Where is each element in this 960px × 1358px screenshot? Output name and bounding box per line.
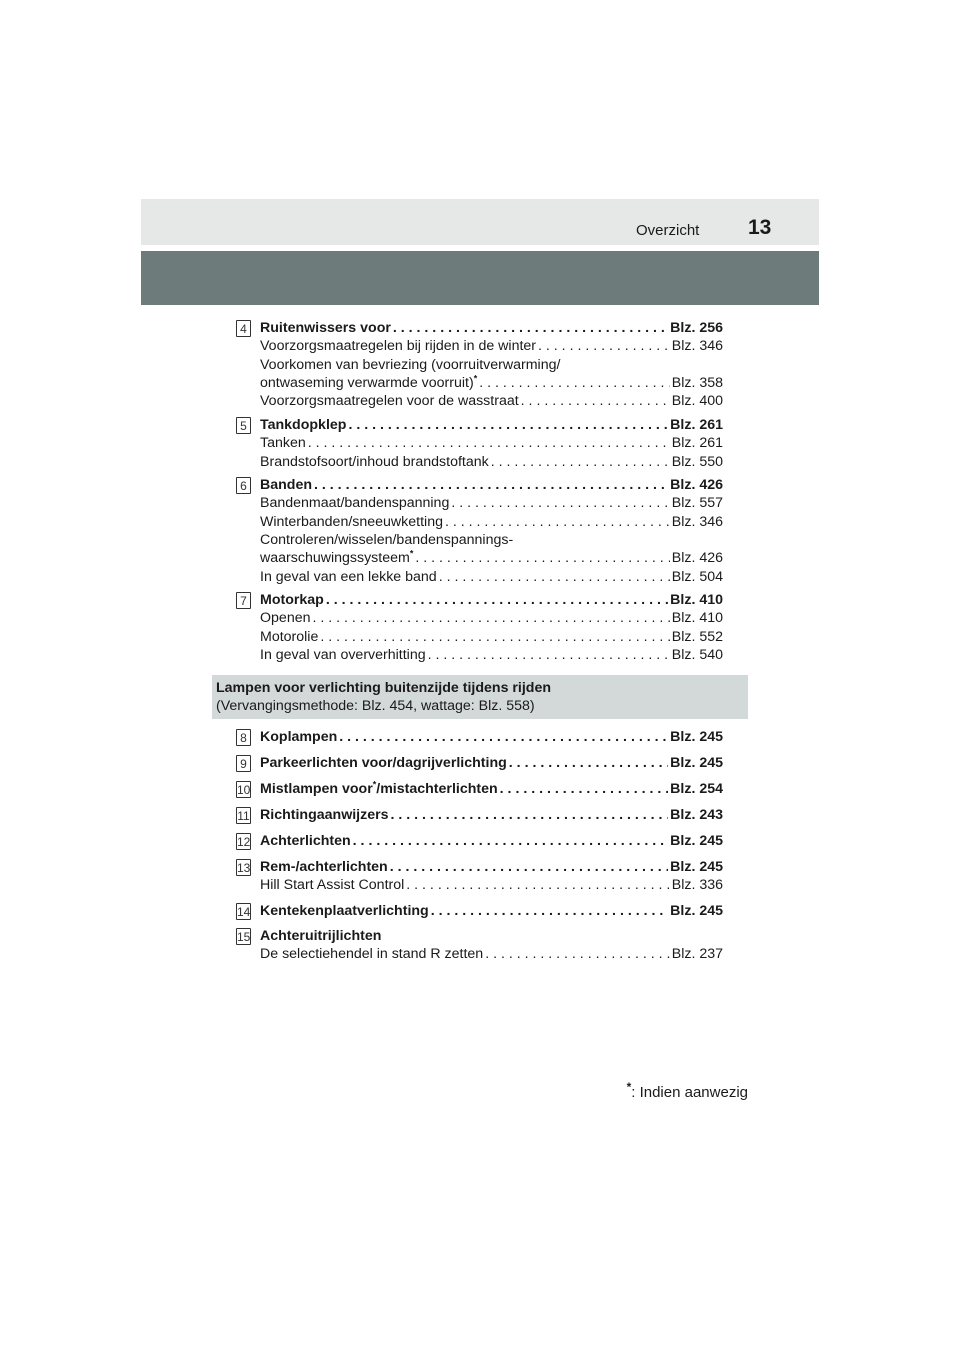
entry-heading <box>260 754 723 773</box>
footnote-asterisk: * <box>372 779 377 790</box>
entry-subline <box>260 876 723 895</box>
item-marker-5: 5 <box>236 417 251 434</box>
page-reference: Blz. 400 <box>671 393 723 410</box>
entry-label-text: Openen <box>260 610 311 627</box>
dot-leader <box>451 494 669 513</box>
page-reference: Blz. 243 <box>670 807 723 823</box>
entry-subline <box>260 337 723 356</box>
entry-label <box>260 591 324 610</box>
item-marker-10: 10 <box>237 783 251 797</box>
entry-label <box>260 434 306 453</box>
entry-label <box>260 356 560 375</box>
dot-leader <box>308 434 670 453</box>
entry-label-text: Voorzorgsmaatregelen voor de wasstraat <box>260 393 519 410</box>
page-reference: Blz. 237 <box>671 946 723 963</box>
page-reference: Blz. 410 <box>671 610 723 627</box>
entry-label-text: Koplampen <box>260 729 338 745</box>
entry-label <box>260 780 498 799</box>
entry-heading <box>260 858 723 877</box>
entry-label-text: Winterbanden/sneeuwketting <box>260 513 443 530</box>
entry-label <box>260 945 483 964</box>
dot-leader <box>479 374 670 393</box>
dot-leader <box>431 902 668 921</box>
entry-heading <box>260 416 723 435</box>
entry-label <box>260 319 391 338</box>
entry-label-text: Voorkomen van bevriezing (voorruitverwarming/ <box>260 356 561 373</box>
page-reference: Blz. 552 <box>671 628 723 645</box>
dot-leader <box>485 945 670 964</box>
entry-label-text: De selectiehendel in stand R zetten <box>260 946 484 963</box>
entry-label <box>260 646 426 665</box>
entry-label <box>260 858 388 877</box>
entry-subline <box>260 646 723 665</box>
dot-leader <box>314 476 668 495</box>
dot-leader <box>538 337 670 356</box>
entry-heading <box>260 832 723 851</box>
entry-label <box>260 628 318 647</box>
entry-heading <box>260 728 723 747</box>
footnote <box>627 1080 748 1101</box>
page-reference: Blz. 410 <box>670 592 723 608</box>
entry-subline <box>260 434 723 453</box>
page-reference: Blz. 256 <box>670 320 723 336</box>
entry-subline <box>260 356 723 375</box>
section-subheading: (Vervangingsmethode: Blz. 454, wattage: Blz. 558) <box>216 698 535 714</box>
section-heading: Lampen voor verlichting buitenzijde tijdens rijden <box>216 680 552 696</box>
page-reference: Blz. 245 <box>670 729 723 745</box>
page-reference: Blz. 245 <box>670 833 723 849</box>
entry-label-text: Bandenmaat/bandenspanning <box>260 495 450 512</box>
entry-heading <box>260 902 723 921</box>
entry-label <box>260 337 536 356</box>
footnote-symbol: * <box>626 1080 632 1094</box>
entry-subline <box>260 568 723 587</box>
entry-label <box>260 549 413 568</box>
item-marker-7: 7 <box>236 592 251 609</box>
page-reference: Blz. 550 <box>671 453 723 470</box>
dot-leader <box>500 780 668 799</box>
entry-label-text: Brandstofsoort/inhoud brandstoftank <box>260 453 489 470</box>
entry-heading <box>260 591 723 610</box>
entry-heading <box>260 780 723 799</box>
page-reference: Blz. 336 <box>671 877 723 894</box>
entry-heading <box>260 806 723 825</box>
entry-label-text: Voorzorgsmaatregelen bij rijden in de winter <box>260 338 537 355</box>
page-reference: Blz. 540 <box>671 646 723 663</box>
page-reference: Blz. 261 <box>670 417 723 433</box>
entry-subline <box>260 628 723 647</box>
entry-label <box>260 416 346 435</box>
page-reference: Blz. 254 <box>670 781 723 797</box>
dot-leader <box>348 416 668 435</box>
entry-label <box>260 494 449 513</box>
entry-label-text: Hill Start Assist Control <box>260 877 405 894</box>
entry-label <box>260 531 513 550</box>
item-marker-8: 8 <box>236 729 251 746</box>
entry-label <box>260 374 477 393</box>
page-number: 13 <box>748 216 772 239</box>
entry-label-text: Achteruitrijlichten <box>260 928 382 944</box>
entry-label <box>260 728 337 747</box>
page-reference: Blz. 245 <box>670 755 723 771</box>
dot-leader <box>313 609 670 628</box>
entry-label <box>260 609 311 628</box>
entry-subline <box>260 374 723 393</box>
section-title: Overzicht <box>636 222 700 239</box>
header-band <box>141 251 819 305</box>
entry-subline <box>260 945 723 964</box>
entry-subline <box>260 531 723 550</box>
page-reference: Blz. 261 <box>671 435 723 452</box>
dot-leader <box>391 806 669 825</box>
dot-leader <box>339 728 668 747</box>
dot-leader <box>393 319 668 338</box>
dot-leader <box>406 876 669 895</box>
entry-label <box>260 476 312 495</box>
entry-label-text: Parkeerlichten voor/dagrijverlichting <box>260 755 507 771</box>
entry-subline <box>260 609 723 628</box>
item-marker-12: 12 <box>237 835 251 849</box>
dot-leader <box>353 832 668 851</box>
dot-leader <box>428 646 670 665</box>
entry-label <box>260 513 443 532</box>
entry-label <box>260 806 389 825</box>
page-reference: Blz. 245 <box>670 903 723 919</box>
entry-label-text: Motorolie <box>260 628 319 645</box>
entry-heading <box>260 319 723 338</box>
page-reference: Blz. 358 <box>671 374 723 391</box>
page-reference: Blz. 346 <box>671 338 723 355</box>
entry-label-text: Tanken <box>260 435 306 452</box>
dot-leader <box>445 513 670 532</box>
entry-subline <box>260 494 723 513</box>
item-marker-11: 11 <box>237 809 250 823</box>
page-reference: Blz. 245 <box>670 859 723 875</box>
entry-label-text: Ruitenwissers voor <box>260 320 391 336</box>
footnote-asterisk: * <box>473 373 478 384</box>
entry-label-text: Tankdopklep <box>260 417 347 433</box>
entry-subline <box>260 549 723 568</box>
entry-label-text: In geval van een lekke band <box>260 568 437 585</box>
entry-label <box>260 876 404 895</box>
page-reference: Blz. 557 <box>671 495 723 512</box>
entry-label <box>260 453 489 472</box>
page-reference: Blz. 426 <box>671 550 723 567</box>
entry-label <box>260 927 381 946</box>
entry-label <box>260 832 351 851</box>
entry-heading <box>260 927 723 946</box>
item-marker-15: 15 <box>237 930 251 944</box>
dot-leader <box>491 453 670 472</box>
footnote-text: : Indien aanwezig <box>631 1084 748 1101</box>
entry-label-text: Motorkap <box>260 592 324 608</box>
entry-label-text: Kentekenplaatverlichting <box>260 903 429 919</box>
entry-heading <box>260 476 723 495</box>
item-marker-9: 9 <box>236 755 251 772</box>
footnote-asterisk: * <box>409 548 414 559</box>
entry-subline <box>260 513 723 532</box>
page-reference: Blz. 426 <box>670 477 723 493</box>
entry-label-text: In geval van oververhitting <box>260 646 426 663</box>
entry-label-text: waarschuwingssysteem <box>260 550 410 567</box>
item-marker-4: 4 <box>236 320 251 337</box>
entry-label-suffix: /mistachterlichten <box>376 781 498 797</box>
item-marker-6: 6 <box>236 477 251 494</box>
item-marker-14: 14 <box>237 905 251 919</box>
item-marker-13: 13 <box>237 861 251 875</box>
dot-leader <box>521 392 670 411</box>
dot-leader <box>439 568 670 587</box>
page-reference: Blz. 346 <box>671 513 723 530</box>
entry-subline <box>260 392 723 411</box>
dot-leader <box>390 858 668 877</box>
dot-leader <box>326 591 668 610</box>
dot-leader <box>415 549 669 568</box>
entry-label-text: Controleren/wisselen/bandenspannings- <box>260 531 514 548</box>
header-bar <box>141 199 819 245</box>
entry-label-text: Banden <box>260 477 313 493</box>
entry-label-text: Achterlichten <box>260 833 351 849</box>
entry-label <box>260 754 507 773</box>
entry-subline <box>260 453 723 472</box>
entry-label-text: ontwaseming verwarmde voorruit) <box>260 374 474 391</box>
entry-label <box>260 392 519 411</box>
entry-label-text: Mistlampen voor <box>260 781 373 797</box>
entry-label-text: Rem-/achterlichten <box>260 859 388 875</box>
entry-label <box>260 902 429 921</box>
dot-leader <box>320 628 669 647</box>
page-reference: Blz. 504 <box>671 568 723 585</box>
entry-label-text: Richtingaanwijzers <box>260 807 389 823</box>
dot-leader <box>509 754 668 773</box>
entry-label <box>260 568 437 587</box>
